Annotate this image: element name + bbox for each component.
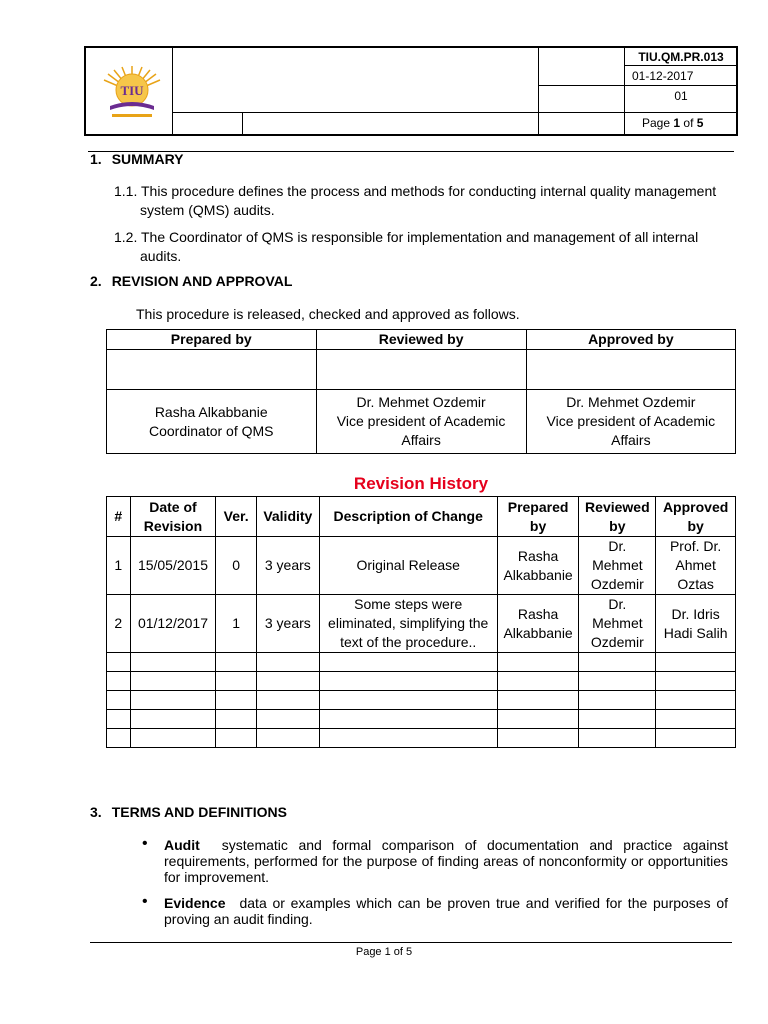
revision-description: Original Release — [319, 537, 497, 595]
empty-row — [107, 691, 736, 710]
revision-date: 01/12/2017 — [130, 595, 216, 653]
revision-validity: 3 years — [256, 537, 319, 595]
bullet-icon: • — [142, 835, 148, 852]
definition-audit: Audit systematic and formal comparison of documentation and practice against requirements, performed for the purpose of finding areas of nonconformity or opportunities for improvement. — [164, 837, 728, 885]
prepared-by-cell: Rasha Alkabbanie Coordinator of QMS — [107, 390, 317, 454]
revision-prepared-by: Rasha Alkabbanie — [497, 595, 579, 653]
revision-approved-by: Dr. Idris Hadi Salih — [656, 595, 736, 653]
definition-evidence: Evidence data or examples which can be proven true and verified for the purposes of proving an audit finding. — [164, 895, 728, 927]
document-header — [84, 46, 738, 136]
empty-row — [107, 710, 736, 729]
header-divider — [624, 65, 736, 66]
document-code: TIU.QM.PR.013 — [638, 50, 724, 64]
header-rule — [88, 151, 734, 152]
bullet-icon: • — [142, 893, 148, 910]
revision-history-title: Revision History — [353, 474, 489, 493]
column-header: Validity — [256, 497, 319, 537]
approved-by-cell: Dr. Mehmet Ozdemir Vice president of Academic Affairs — [526, 390, 735, 454]
row-number: 1 — [107, 537, 131, 595]
reviewed-by-cell: Dr. Mehmet Ozdemir Vice president of Academic Affairs — [316, 390, 526, 454]
page-footer: Page 1 of 5 — [355, 946, 413, 958]
column-header: Ver. — [216, 497, 257, 537]
document-date: 01-12-2017 — [632, 69, 694, 83]
column-header: Reviewed by — [579, 497, 656, 537]
table-row — [107, 537, 736, 595]
page-indicator: Page 1 of 5 — [642, 116, 704, 130]
column-header: Description of Change — [319, 497, 497, 537]
footer-rule — [90, 942, 732, 943]
signature-cell — [526, 350, 735, 390]
signature-cell — [316, 350, 526, 390]
column-header: Prepared by — [497, 497, 579, 537]
section-2-heading: 2. REVISION AND APPROVAL — [90, 273, 293, 289]
approval-table — [106, 329, 736, 454]
header-divider — [172, 112, 736, 113]
column-header: Approved by — [656, 497, 736, 537]
section-3-heading: 3. TERMS AND DEFINITIONS — [90, 804, 287, 820]
row-number: 2 — [107, 595, 131, 653]
revision-approved-by: Prof. Dr. Ahmet Oztas — [656, 537, 736, 595]
empty-row — [107, 729, 736, 748]
approval-header: Approved by — [526, 330, 735, 350]
section-1-heading: 1. SUMMARY — [90, 151, 184, 167]
revision-reviewed-by: Dr. Mehmet Ozdemir — [579, 537, 656, 595]
header-divider — [538, 85, 736, 86]
revision-version: 0 — [216, 537, 257, 595]
column-header: # — [107, 497, 131, 537]
revision-version: 1 — [216, 595, 257, 653]
header-divider — [538, 48, 539, 134]
header-divider — [172, 48, 173, 134]
approval-header: Reviewed by — [316, 330, 526, 350]
approval-intro: This procedure is released, checked and approved as follows. — [136, 306, 520, 322]
empty-row — [107, 672, 736, 691]
revision-reviewed-by: Dr. Mehmet Ozdemir — [579, 595, 656, 653]
svg-text:TIU: TIU — [120, 83, 144, 98]
column-header: Date of Revision — [130, 497, 216, 537]
university-logo — [100, 62, 164, 122]
revision-prepared-by: Rasha Alkabbanie — [497, 537, 579, 595]
revision-date: 15/05/2015 — [130, 537, 216, 595]
summary-item: 1.2. The Coordinator of QMS is responsible for implementation and management of all internal audits. — [114, 229, 699, 264]
empty-row — [107, 653, 736, 672]
approval-header: Prepared by — [107, 330, 317, 350]
revision-validity: 3 years — [256, 595, 319, 653]
revision-description: Some steps were eliminated, simplifying the text of the procedure.. — [319, 595, 497, 653]
summary-item: 1.1. This procedure defines the process and methods for conducting internal quality management system (QMS) audits. — [114, 183, 717, 218]
signature-cell — [107, 350, 317, 390]
header-divider — [242, 112, 243, 134]
table-row — [107, 595, 736, 653]
revision-history-table — [106, 496, 736, 748]
document-revision: 01 — [674, 89, 688, 103]
